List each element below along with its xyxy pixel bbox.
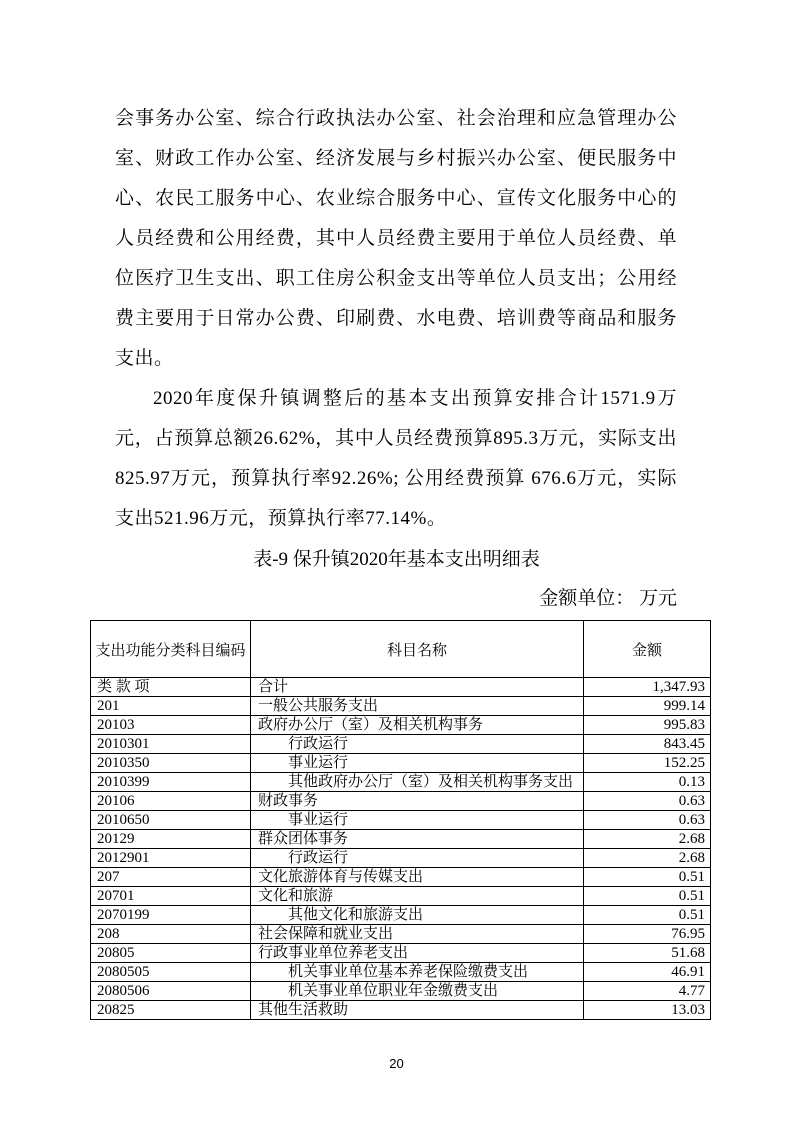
cell-amount: 51.68 — [584, 944, 711, 963]
table-row — [91, 887, 711, 906]
cell-amount: 2.68 — [584, 849, 711, 868]
cell-subject-name: 群众团体事务 — [251, 830, 584, 849]
table-row — [91, 716, 711, 735]
table-row — [91, 868, 711, 887]
cell-amount: 999.14 — [584, 697, 711, 716]
cell-subject-name: 其他文化和旅游支出 — [251, 906, 584, 925]
cell-function-code: 20106 — [91, 792, 251, 811]
cell-amount: 0.51 — [584, 887, 711, 906]
column-header-subject-name: 科目名称 — [251, 621, 584, 678]
table-row — [91, 925, 711, 944]
table-row — [91, 735, 711, 754]
cell-amount: 46.91 — [584, 963, 711, 982]
cell-subject-name: 文化和旅游 — [251, 887, 584, 906]
cell-subject-name: 文化旅游体育与传媒支出 — [251, 868, 584, 887]
cell-function-code: 2070199 — [91, 906, 251, 925]
cell-function-code: 20825 — [91, 1001, 251, 1020]
cell-amount: 0.51 — [584, 906, 711, 925]
expenditure-detail-table — [90, 620, 711, 1020]
table-row — [91, 963, 711, 982]
body-paragraph: 会事务办公室、综合行政执法办公室、社会治理和应急管理办公室、财政工作办公室、经济发展与乡村振兴办公室、便民服务中心、农民工服务中心、农业综合服务中心、宣传文化服务中心的人员经费和公用经费，其中人员经费主要用于单位人员经费、单位医疗卫生支出、职工住房公积金支出等单位人员支出；公用经费主要用于日常办公费、印刷费、水电费、培训费等商品和服务支出。 — [115, 108, 677, 369]
cell-function-code: 2080505 — [91, 963, 251, 982]
cell-subject-name: 其他政府办公厅（室）及相关机构事务支出 — [251, 773, 584, 792]
cell-amount: 1,347.93 — [584, 678, 711, 697]
cell-subject-name: 事业运行 — [251, 811, 584, 830]
table-row — [91, 906, 711, 925]
cell-subject-name: 财政事务 — [251, 792, 584, 811]
cell-function-code: 20129 — [91, 830, 251, 849]
cell-subject-name: 行政运行 — [251, 735, 584, 754]
table-header — [91, 621, 711, 678]
cell-amount: 152.25 — [584, 754, 711, 773]
cell-function-code: 2010399 — [91, 773, 251, 792]
cell-subject-name: 机关事业单位基本养老保险缴费支出 — [251, 963, 584, 982]
cell-amount: 76.95 — [584, 925, 711, 944]
cell-function-code: 207 — [91, 868, 251, 887]
cell-function-code: 2012901 — [91, 849, 251, 868]
cell-function-code: 2010650 — [91, 811, 251, 830]
cell-subject-name: 行政事业单位养老支出 — [251, 944, 584, 963]
cell-function-code: 20701 — [91, 887, 251, 906]
table-row — [91, 792, 711, 811]
page-number: 20 — [389, 1056, 404, 1071]
cell-subject-name: 政府办公厅（室）及相关机构事务 — [251, 716, 584, 735]
table-row — [91, 754, 711, 773]
table-row — [91, 849, 711, 868]
cell-function-code: 20103 — [91, 716, 251, 735]
table-row — [91, 1001, 711, 1020]
table-body — [91, 678, 711, 1020]
column-header-amount: 金额 — [584, 621, 711, 678]
body-paragraph: 2020年度保升镇调整后的基本支出预算安排合计1571.9万元，占预算总额26.62%，其中人员经费预算895.3万元，实际支出825.97万元，预算执行率92.26%; 公用经费预算 676.6万元，实际支出521.96万元，预算执行率77.14%。 — [115, 388, 677, 529]
cell-amount: 995.83 — [584, 716, 711, 735]
cell-subject-name: 行政运行 — [251, 849, 584, 868]
cell-subject-name: 事业运行 — [251, 754, 584, 773]
cell-amount: 13.03 — [584, 1001, 711, 1020]
table-title: 表-9 保升镇2020年基本支出明细表 — [253, 549, 540, 570]
cell-subject-name: 机关事业单位职业年金缴费支出 — [251, 982, 584, 1001]
cell-subject-name: 其他生活救助 — [251, 1001, 584, 1020]
table-row — [91, 830, 711, 849]
table-row — [91, 944, 711, 963]
cell-amount: 4.77 — [584, 982, 711, 1001]
cell-amount: 0.63 — [584, 811, 711, 830]
cell-amount: 2.68 — [584, 830, 711, 849]
cell-function-code: 208 — [91, 925, 251, 944]
cell-function-code: 2080506 — [91, 982, 251, 1001]
amount-unit-label: 金额单位： 万元 — [539, 588, 677, 609]
cell-subject-name: 社会保障和就业支出 — [251, 925, 584, 944]
cell-subject-name: 一般公共服务支出 — [251, 697, 584, 716]
cell-function-code: 20805 — [91, 944, 251, 963]
cell-amount: 0.51 — [584, 868, 711, 887]
table-row — [91, 811, 711, 830]
cell-function-code: 2010350 — [91, 754, 251, 773]
cell-amount: 0.63 — [584, 792, 711, 811]
cell-function-code: 2010301 — [91, 735, 251, 754]
table-header-row — [91, 621, 711, 678]
cell-subject-name: 合计 — [251, 678, 584, 697]
cell-amount: 843.45 — [584, 735, 711, 754]
cell-function-code: 类 款 项 — [91, 678, 251, 697]
table-row — [91, 773, 711, 792]
table-row — [91, 678, 711, 697]
table-row — [91, 697, 711, 716]
table-row — [91, 982, 711, 1001]
cell-function-code: 201 — [91, 697, 251, 716]
column-header-function-code: 支出功能分类科目编码 — [91, 621, 251, 678]
body-text-block — [0, 0, 793, 539]
cell-amount: 0.13 — [584, 773, 711, 792]
